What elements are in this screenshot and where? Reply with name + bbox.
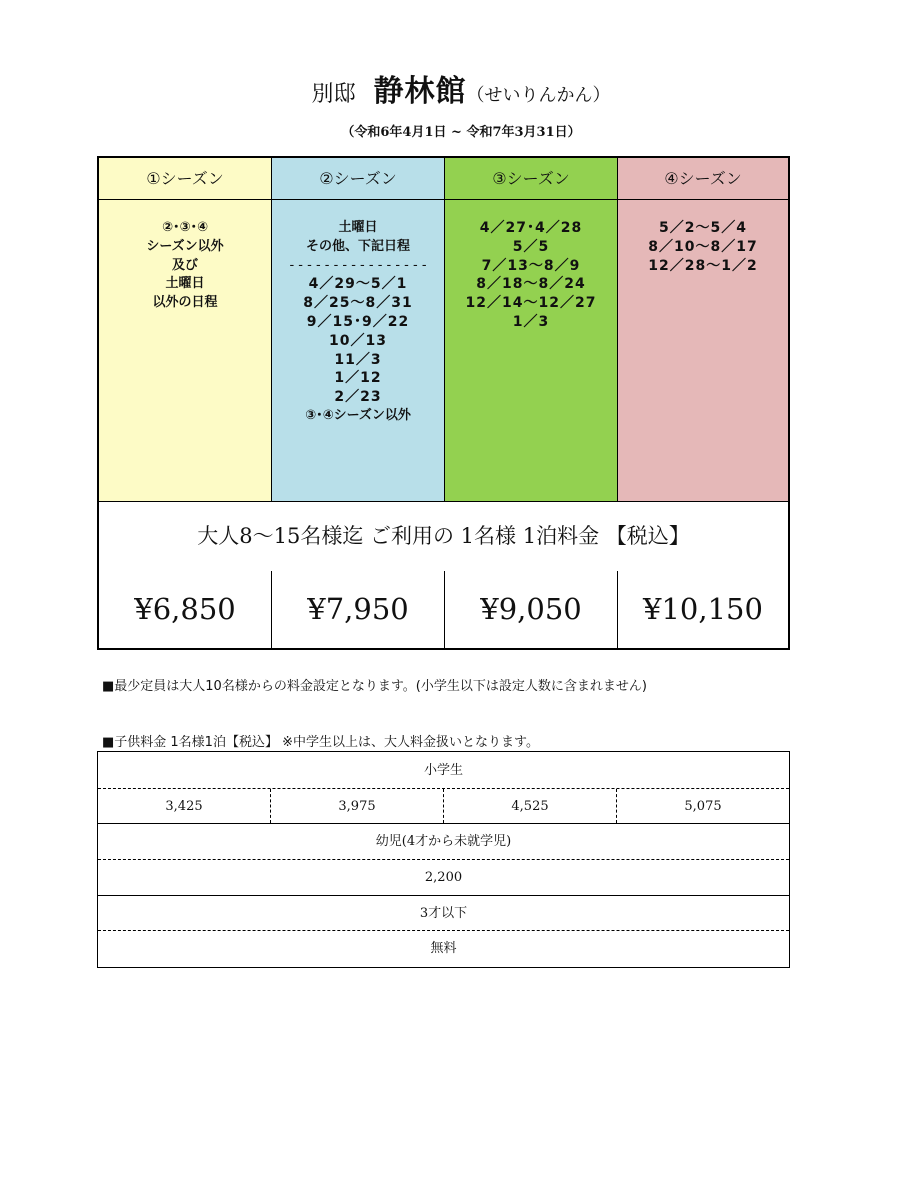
season-price-table — [97, 156, 790, 650]
elementary-values-row — [98, 789, 789, 824]
adult-price-caption: 大人8～15名様迄 ご利用の 1名様 1泊料金 【税込】 — [99, 502, 788, 572]
preschool-label-row — [98, 824, 789, 860]
season-1-header: ①シーズン — [99, 158, 272, 200]
season-4-header: ④シーズン — [618, 158, 788, 200]
season-3-line: 12／14～12／27 — [465, 295, 597, 312]
season-2-line: 1／12 — [334, 370, 382, 387]
season-2-price: ¥7,950 — [272, 571, 445, 648]
season-2-line: 10／13 — [329, 332, 387, 349]
toddler-value-row — [98, 931, 789, 967]
child-price-table — [97, 751, 790, 968]
season-2-line: ③･④シーズン以外 — [305, 407, 411, 423]
season-3-line: 1／3 — [512, 313, 550, 330]
season-1-line: ②･③･④ — [161, 220, 209, 235]
season-2-line: 11／3 — [334, 351, 382, 368]
season-2-line: 2／23 — [334, 389, 382, 406]
toddler-label-row — [98, 896, 789, 931]
preschool-label: 幼児(4才から未就学児) — [375, 834, 512, 849]
season-4-line: 5／2～5／4 — [659, 220, 747, 236]
elementary-price-3: 4,525 — [444, 789, 617, 823]
season-3-price: ¥9,050 — [445, 571, 618, 648]
season-2-line: 9／15･9／22 — [306, 313, 410, 330]
season-2-line: 4／29～5／1 — [308, 276, 408, 293]
elementary-price-4: 5,075 — [684, 799, 722, 814]
elementary-label-row — [98, 752, 789, 789]
season-4-line: 12／28～1／2 — [648, 257, 758, 274]
season-3-line: 5／5 — [512, 238, 550, 255]
preschool-value-row — [98, 860, 789, 896]
preschool-price: 2,200 — [424, 870, 463, 885]
page-title — [0, 66, 922, 110]
season-4-line: 8／10～8／17 — [648, 238, 758, 255]
validity-period: （令和6年4月1日 ~ 令和7年3月31日） — [341, 125, 581, 140]
season-3-header: ③シーズン — [445, 158, 618, 200]
child-price-heading: ■子供料金 1名様1泊【税込】 ※中学生以上は、大人料金扱いとなります。 — [102, 735, 539, 750]
season-4-price: ¥10,150 — [618, 571, 788, 648]
season-2-line: 土曜日 — [338, 220, 378, 235]
season-1-dates — [99, 200, 272, 502]
season-1-line: 土曜日 — [165, 276, 205, 292]
season-1-line: 以外の日程 — [152, 295, 218, 311]
season-1-line: シーズン以外 — [146, 238, 224, 254]
season-3-line: 7／13～8／9 — [481, 257, 581, 274]
season-2-dates — [272, 200, 445, 502]
season-2-separator: - - - - - - - - - - - - - - - - — [289, 257, 427, 273]
elementary-price-1: 3,425 — [98, 789, 271, 823]
season-1-line: 及び — [171, 257, 198, 273]
title-prefix: 別邸 — [311, 82, 356, 107]
title-main: 静林館 — [373, 74, 467, 109]
season-3-line: 8／18～8／24 — [476, 276, 586, 293]
minimum-guests-note: ■最少定員は大人10名様からの料金設定となります。(小学生以下は設定人数に含まれません) — [102, 679, 647, 694]
title-reading: （せいりんかん） — [466, 85, 611, 106]
season-3-dates — [445, 200, 618, 502]
season-1-price: ¥6,850 — [99, 571, 272, 648]
season-2-line: その他、下記日程 — [305, 238, 410, 254]
toddler-price: 無料 — [430, 941, 457, 956]
toddler-label: 3才以下 — [419, 906, 468, 921]
elementary-price-2: 3,975 — [271, 789, 444, 823]
season-4-dates — [618, 200, 788, 502]
season-2-header: ②シーズン — [272, 158, 445, 200]
season-2-line: 8／25～8／31 — [303, 295, 413, 312]
elementary-label: 小学生 — [423, 763, 463, 778]
season-3-line: 4／27･4／28 — [479, 220, 583, 236]
